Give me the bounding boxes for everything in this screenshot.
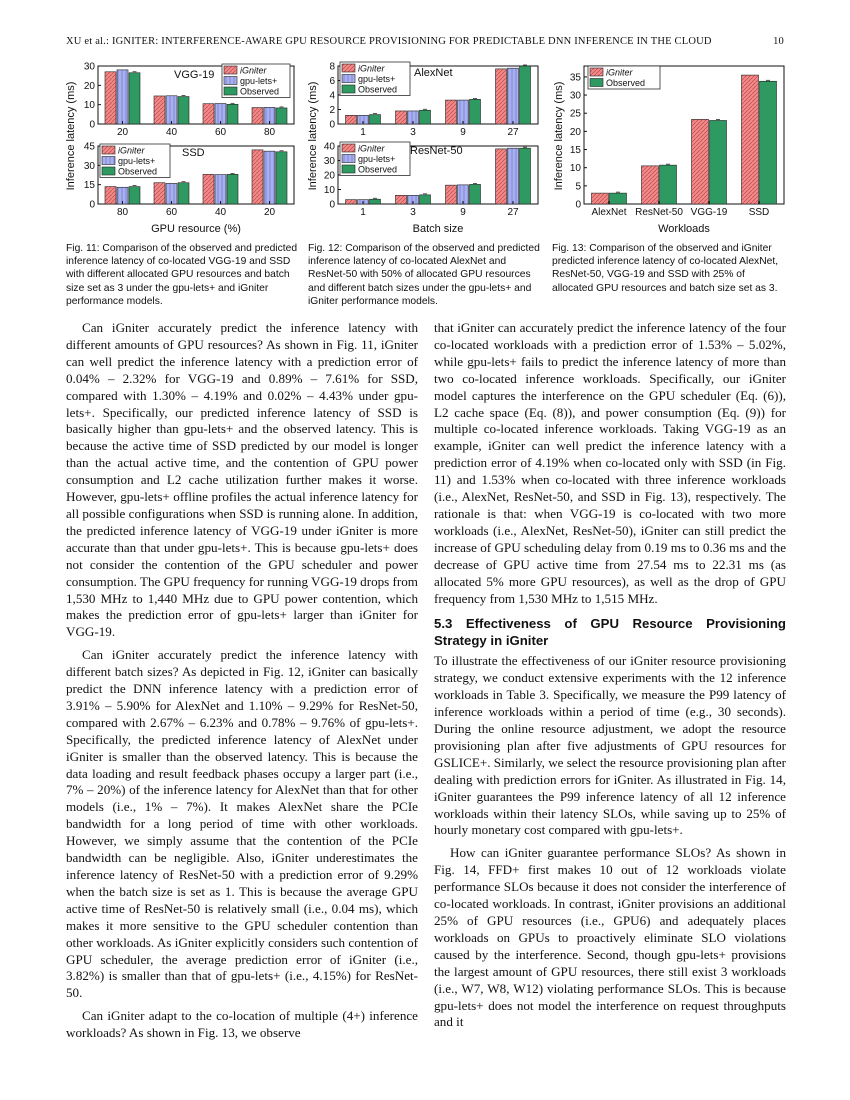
- legend-swatch: [342, 85, 355, 93]
- x-tick-label: AlexNet: [591, 207, 627, 218]
- x-tick-label: ResNet-50: [635, 207, 683, 218]
- bar-igniter: [446, 100, 457, 124]
- legend-label: gpu-lets+: [118, 156, 156, 166]
- bar-observed: [760, 81, 777, 204]
- legend-label: iGniter: [358, 143, 385, 154]
- y-tick-label: 10: [323, 185, 335, 196]
- paragraph: that iGniter can accurately predict the inference latency of the four co-located workloads with a prediction error of 1.53% – 5.02%, while gpu-lets+ fails to predict the inference latency of more than two co-located inference workloads. Specifically, our iGniter model captures the interference on the GPU scheduler (Eq. (6)), L2 cache space (Eq. (8)), and power consumption (Eq. (9)) for multiple co-located inference workloads. Taking VGG-19 as an example, iGniter can well predict the inference latency with a prediction error of 4.19% when co-located only with SSD (in Fig. 11) and 1.53% when co-located with three inference workloads (i.e., AlexNet, ResNet-50, and SSD in Fig. 13), respectively. The rationale is that: when VGG-19 is co-located with two more workloads (i.e., AlexNet, ResNet-50), iGniter can still predict the increase of GPU scheduling delay from 0.19 ms to 0.36 ms and the decrease of GPU active time from 27.54 ms to 22.31 ms (as allocated 5% more GPU resources), as well as the drop of GPU frequency from 1,530 MHz to 1,515 MHz.: [434, 320, 786, 606]
- legend-swatch: [590, 68, 603, 76]
- legend-label: iGniter: [240, 65, 267, 76]
- y-tick-label: 20: [323, 170, 335, 182]
- x-tick-label: SSD: [748, 207, 770, 218]
- legend-swatch: [224, 66, 237, 74]
- bar-igniter: [252, 108, 263, 124]
- legend-label: gpu-lets+: [358, 74, 396, 84]
- y-tick-label: 0: [329, 199, 335, 211]
- bar-observed: [178, 183, 189, 204]
- x-tick-label: 80: [116, 207, 129, 218]
- bar-gpu-letsplus: [215, 104, 226, 124]
- y-tick-label: 2: [329, 105, 335, 116]
- legend-swatch: [342, 75, 355, 83]
- bar-igniter: [692, 119, 709, 204]
- y-tick-label: 0: [329, 119, 335, 131]
- figure-11: [64, 58, 300, 240]
- panel-title: SSD: [182, 147, 205, 159]
- x-tick-label: 40: [165, 127, 178, 138]
- y-tick-label: 0: [575, 199, 581, 211]
- legend-swatch: [342, 144, 355, 152]
- bar-igniter: [154, 183, 165, 204]
- bar-observed: [129, 73, 140, 124]
- section-heading: 5.3 Effectiveness of GPU Resource Provisioning Strategy in iGniter: [434, 616, 786, 649]
- y-tick-label: 45: [83, 141, 95, 153]
- legend-label: Observed: [358, 164, 398, 175]
- bar-observed: [276, 108, 287, 124]
- bar-gpu-letsplus: [166, 183, 177, 204]
- x-axis-label: GPU resource (%): [151, 223, 241, 235]
- x-tick-label: VGG-19: [690, 207, 728, 218]
- bar-igniter: [496, 149, 507, 204]
- legend-label: iGniter: [118, 145, 145, 156]
- bar-igniter: [105, 72, 116, 124]
- legend-label: gpu-lets+: [240, 76, 278, 86]
- y-tick-label: 35: [569, 72, 581, 84]
- y-tick-label: 40: [323, 141, 335, 153]
- legend-swatch: [224, 87, 237, 95]
- y-tick-label: 30: [569, 90, 581, 102]
- caption-fig11-text: Fig. 11: Comparison of the observed and predicted inference latency of co-located VGG-19 and SSD with different allocated GPU resources and batch size set as 3 under the gpu-lets+ and iGniter performance models.: [66, 243, 298, 307]
- caption-fig12: [308, 242, 540, 308]
- page-number: 10: [773, 36, 784, 47]
- bar-observed: [370, 115, 381, 124]
- paragraph: To illustrate the effectiveness of our iGniter resource provisioning strategy, we conduct extensive experiments with the 12 inference workloads in Table 3. Specifically, we measure the P99 latency of inference workloads within a period of time (e.g., 30 seconds). During the online resource adjustment, we adopt the resource provisioning plan after five adjustments of GPU resources for GSLICE+. Similarly, we select the resource provisioning plan after dealing with prediction errors for iGniter. As illustrated in Fig. 14, iGniter guarantees the P99 inference latency of all 12 inference workloads within their latency SLOs, while saving up to 25% of hourly monetary cost compared with gpu-lets+.: [434, 653, 786, 838]
- paragraph: Can iGniter adapt to the co-location of multiple (4+) inference workloads? As shown in Fig. 13, we observe: [66, 1008, 418, 1041]
- y-tick-label: 30: [83, 160, 95, 172]
- figure-11-chart: [64, 58, 300, 240]
- panel-title: ResNet-50: [410, 145, 463, 157]
- bar-observed: [470, 99, 481, 124]
- left-column: [66, 320, 418, 1048]
- legend-swatch: [342, 64, 355, 72]
- legend-swatch: [224, 77, 237, 85]
- y-tick-label: 30: [323, 156, 335, 167]
- x-tick-label: 3: [410, 127, 416, 138]
- caption-fig12-text: Fig. 12: Comparison of the observed and predicted inference latency of co-located AlexNet and ResNet-50 with 50% of allocated GPU resources and different batch sizes under the gpu-lets+ and iGniter performance models.: [308, 243, 540, 307]
- bar-gpu-letsplus: [458, 100, 469, 124]
- bar-igniter: [396, 111, 407, 124]
- bar-igniter: [592, 193, 609, 204]
- y-tick-label: 25: [569, 108, 581, 120]
- bar-gpu-letsplus: [264, 151, 275, 204]
- legend-label: Observed: [606, 78, 646, 88]
- legend-swatch: [102, 157, 115, 165]
- bar-gpu-letsplus: [215, 175, 226, 204]
- caption-fig11: [66, 242, 298, 308]
- y-tick-label: 0: [89, 199, 95, 211]
- x-tick-label: 9: [460, 127, 466, 138]
- bar-igniter: [203, 104, 214, 124]
- caption-fig13-text: Fig. 13: Comparison of the observed and iGniter predicted inference latency of co-located AlexNet, ResNet-50, VGG-19 and SSD with 25% of allocated GPU resources and batch size set as 3.: [552, 243, 779, 294]
- bar-igniter: [346, 115, 357, 124]
- x-tick-label: 27: [507, 207, 519, 218]
- y-tick-label: 8: [329, 61, 335, 73]
- y-tick-label: 15: [569, 145, 581, 157]
- x-tick-label: 3: [410, 207, 416, 218]
- bar-observed: [420, 110, 431, 124]
- figure-12: [306, 58, 546, 240]
- bar-observed: [470, 184, 481, 204]
- y-tick-label: 4: [329, 90, 335, 102]
- legend-label: gpu-lets+: [358, 154, 396, 164]
- x-tick-label: 60: [165, 207, 178, 218]
- bar-observed: [276, 152, 287, 204]
- legend-label: Observed: [358, 84, 398, 95]
- header-title: XU et al.: IGNITER: INTERFERENCE-AWARE GPU RESOURCE PROVISIONING FOR PREDICTABLE DNN INFERENCE IN THE CLOUD: [66, 36, 712, 47]
- bar-igniter: [252, 150, 263, 204]
- paragraph: How can iGniter guarantee performance SLOs? As shown in Fig. 14, FFD+ first makes 10 out of 12 workloads violate performance SLOs because it does not consider the interference of co-located workloads. In contrast, iGniter provisions an additional 25% of GPU resources (i.e., GPU6) and adequately places workloads on GPUs to proactively eliminate SLO violations caused by the interference. Second, though gpu-lets+ provisions the largest amount of GPU resources, there still exist 3 workloads (i.e., W7, W8, W12) violating performance SLOs. This is because gpu-lets+ does not model the interference on request throughputs and it: [434, 845, 786, 1030]
- bar-observed: [370, 199, 381, 204]
- x-tick-label: 1: [360, 207, 366, 218]
- bar-observed: [520, 148, 531, 204]
- y-axis-label: Inference latency (ms): [65, 81, 77, 191]
- y-tick-label: 5: [575, 181, 581, 193]
- bar-gpu-letsplus: [508, 148, 519, 204]
- panel-title: VGG-19: [174, 69, 215, 81]
- bar-observed: [178, 97, 189, 124]
- legend-swatch: [102, 146, 115, 154]
- legend-swatch: [102, 167, 115, 175]
- bar-observed: [420, 195, 431, 204]
- bar-observed: [610, 193, 627, 204]
- bar-gpu-letsplus: [117, 70, 128, 124]
- bar-igniter: [496, 69, 507, 124]
- figure-13-chart: [552, 58, 788, 240]
- x-tick-label: 40: [214, 207, 227, 218]
- y-tick-label: 10: [569, 163, 581, 175]
- x-tick-label: 80: [263, 127, 276, 138]
- x-axis-label: Workloads: [658, 223, 710, 235]
- legend-label: iGniter: [358, 63, 385, 74]
- x-tick-label: 1: [360, 127, 366, 138]
- bar-igniter: [346, 200, 357, 204]
- bar-igniter: [105, 187, 116, 204]
- y-axis-label: Inference latency (ms): [307, 81, 319, 191]
- paragraph: Can iGniter accurately predict the inference latency with different amounts of GPU resources? As shown in Fig. 11, iGniter can well predict the inference latency with a prediction error of 0.04% – 2.32% for VGG-19 and 0.89% – 7.61% for SSD, compared with 1.30% – 4.19% and 0.02% – 4.43% under gpu-lets+. Specifically, our predicted inference latency of SSD is basically higher than gpu-lets+ and the observed latency. This is because the active time of SSD predicted by our model is longer than the actual active time, and the contention of GPU power consumption and L2 cache utilization further makes it worse. However, gpu-lets+ offline profiles the actual inference latency for all possible configurations when SSD is running alone. In addition, the predicted inference latency of VGG-19 under iGniter is more accurate than that under gpu-lets+. This is because gpu-lets+ does not consider the contention of the GPU scheduler and power consumption. The GPU frequency for running VGG-19 drops from 1,530 MHz to 1,440 MHz due to GPU power contention, which makes the prediction error of gpu-lets+ larger than iGniter for VGG-19.: [66, 320, 418, 640]
- legend-swatch: [342, 155, 355, 163]
- figure-13: [552, 58, 788, 240]
- panel-title: AlexNet: [414, 67, 453, 79]
- y-tick-label: 15: [83, 180, 95, 192]
- bar-igniter: [154, 96, 165, 124]
- y-tick-label: 10: [83, 100, 95, 112]
- legend-label: iGniter: [606, 67, 633, 78]
- bar-igniter: [446, 185, 457, 204]
- bar-gpu-letsplus: [508, 68, 519, 124]
- bar-igniter: [203, 174, 214, 204]
- legend-swatch: [342, 165, 355, 173]
- bar-observed: [227, 104, 238, 124]
- y-axis-label: Inference latency (ms): [553, 81, 565, 191]
- x-tick-label: 20: [263, 207, 276, 218]
- x-axis-label: Batch size: [412, 223, 464, 235]
- bar-igniter: [642, 166, 659, 204]
- bar-gpu-letsplus: [166, 96, 177, 124]
- y-tick-label: 20: [83, 80, 95, 92]
- x-tick-label: 9: [460, 207, 466, 218]
- bar-observed: [710, 120, 727, 204]
- x-tick-label: 20: [116, 127, 129, 138]
- x-tick-label: 27: [507, 127, 519, 138]
- y-tick-label: 6: [329, 76, 335, 87]
- bar-observed: [520, 66, 531, 124]
- legend-label: Observed: [240, 86, 280, 97]
- bar-observed: [227, 174, 238, 204]
- bar-igniter: [396, 195, 407, 204]
- y-tick-label: 30: [83, 61, 95, 73]
- x-tick-label: 60: [214, 127, 227, 138]
- legend-label: Observed: [118, 166, 158, 177]
- caption-fig13: [552, 242, 784, 295]
- legend-swatch: [590, 79, 603, 87]
- bar-observed: [129, 187, 140, 204]
- bar-igniter: [742, 75, 759, 204]
- y-tick-label: 20: [569, 126, 581, 138]
- y-tick-label: 0: [89, 119, 95, 131]
- figure-12-chart: [306, 58, 546, 240]
- bar-observed: [660, 165, 677, 204]
- right-column: [434, 320, 786, 1037]
- paragraph: Can iGniter accurately predict the inference latency with different batch sizes? As depicted in Fig. 12, iGniter can basically predict the DNN inference latency with a prediction error of 3.91% – 5.90% for AlexNet and 1.10% – 9.29% for ResNet-50, compared with 2.67% – 6.23% and 0.78% – 9.76% of gpu-lets+. Specifically, the predicted inference latency of AlexNet under iGniter is smaller than the observed latency. This is because the data loading and result feedback phases occupy a larger part (i.e., 7% – 20%) of the inference latency for AlexNet than that for other models (i.e., 1% – 7%). It makes AlexNet share the PCIe bandwidth for a long period of time with other workloads. However, we simply assume that the contention of the PCIe bandwidth can be negligible. Also, iGniter underestimates the inference latency of ResNet-50 with a prediction error of 9.29% when the batch size is set as 1. This is because the average GPU active time of ResNet-50 is relatively small (i.e., 0.04 ms), which makes it more sensitive to the GPU scheduler contention than other workloads. As iGniter explicitly considers such contention of GPU scheduler, the average prediction error of iGniter (i.e., 3.82%) is smaller than that of gpu-lets+ (i.e., 4.15%) for ResNet-50.: [66, 647, 418, 1001]
